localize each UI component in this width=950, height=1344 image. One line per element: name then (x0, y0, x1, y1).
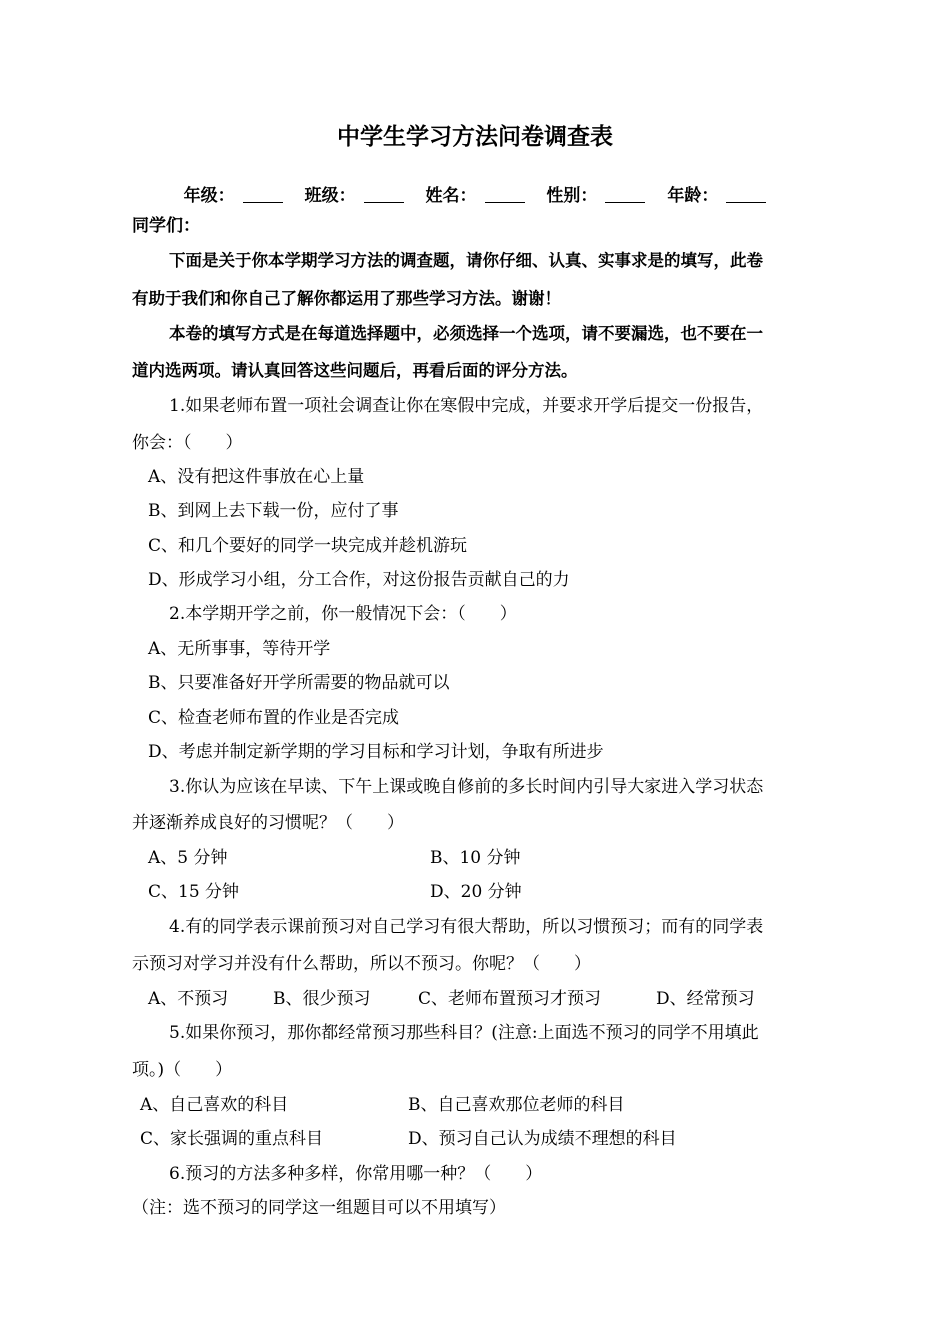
name-label: 姓名： (425, 186, 477, 206)
question-3-option-d[interactable]: D、20 分钟 (430, 882, 522, 902)
question-2-option-c[interactable]: C、检查老师布置的作业是否完成 (148, 708, 400, 728)
question-1-option-a[interactable]: A、没有把这件事放在心上量 (148, 467, 365, 487)
name-field[interactable] (422, 186, 529, 206)
gender-blank[interactable] (605, 186, 645, 203)
question-3-text: 并逐渐养成良好的习惯呢？（ ） (132, 813, 404, 833)
question-3-option-b[interactable]: B、10 分钟 (430, 848, 521, 868)
question-4-text: 4.有的同学表示课前预习对自己学习有很大帮助，所以习惯预习；而有的同学表 (169, 917, 764, 937)
question-1-option-b[interactable]: B、到网上去下载一份，应付了事 (148, 501, 399, 521)
student-info-row (0, 181, 950, 206)
question-6-note: （注：选不预习的同学这一组题目可以不用填写） (132, 1198, 506, 1218)
question-6-text: 6.预习的方法多种多样，你常用哪一种？（ ） (169, 1164, 543, 1184)
age-field[interactable] (663, 186, 770, 206)
grade-blank[interactable] (243, 186, 283, 203)
intro-line: 下面是关于你本学期学习方法的调查题，请你仔细、认真、实事求是的填写，此卷 (169, 251, 763, 270)
question-4-text: 示预习对学习并没有什么帮助，所以不预习。你呢？（ ） (132, 954, 591, 974)
name-blank[interactable] (485, 186, 525, 203)
gender-label: 性别： (546, 186, 598, 206)
question-5-option-a[interactable]: A、自己喜欢的科目 (140, 1095, 289, 1115)
question-1-option-d[interactable]: D、形成学习小组，分工合作，对这份报告贡献自己的力 (148, 570, 570, 590)
intro-line: 道内选两项。请认真回答这些问题后，再看后面的评分方法。 (132, 361, 578, 380)
age-label: 年龄： (667, 186, 719, 206)
intro-line: 有助于我们和你自己了解你都运用了那些学习方法。谢谢！ (132, 289, 561, 308)
question-5-option-b[interactable]: B、自己喜欢那位老师的科目 (408, 1095, 625, 1115)
question-5-option-d[interactable]: D、预习自己认为成绩不理想的科目 (408, 1129, 677, 1149)
question-2-option-b[interactable]: B、只要准备好开学所需要的物品就可以 (148, 673, 450, 693)
question-2-option-a[interactable]: A、无所事事，等待开学 (148, 639, 331, 659)
question-4-option-a[interactable]: A、不预习 (148, 989, 229, 1009)
question-3-option-a[interactable]: A、5 分钟 (148, 848, 228, 868)
class-field[interactable] (301, 186, 408, 206)
grade-field[interactable] (180, 186, 287, 206)
grade-label: 年级： (183, 186, 235, 206)
question-2-option-d[interactable]: D、考虑并制定新学期的学习目标和学习计划，争取有所进步 (148, 742, 604, 762)
question-5-text: 项。)（ ） (132, 1060, 233, 1080)
question-4-option-c[interactable]: C、老师布置预习才预习 (418, 989, 602, 1009)
intro-line: 本卷的填写方式是在每道选择题中，必须选择一个选项，请不要漏选，也不要在一 (169, 324, 763, 343)
question-5-option-c[interactable]: C、家长强调的重点科目 (140, 1129, 324, 1149)
question-3-option-c[interactable]: C、15 分钟 (148, 882, 240, 902)
greeting: 同学们： (132, 216, 200, 236)
question-3-text: 3.你认为应该在早读、下午上课或晚自修前的多长时间内引导大家进入学习状态 (169, 777, 764, 797)
question-5-text: 5.如果你预习，那你都经常预习那些科目？(注意:上面选不预习的同学不用填此 (169, 1023, 759, 1043)
class-blank[interactable] (364, 186, 404, 203)
question-4-option-b[interactable]: B、很少预习 (273, 989, 371, 1009)
gender-field[interactable] (542, 186, 649, 206)
question-1-option-c[interactable]: C、和几个要好的同学一块完成并趁机游玩 (148, 536, 468, 556)
question-4-option-d[interactable]: D、经常预习 (656, 989, 755, 1009)
class-label: 班级： (304, 186, 356, 206)
question-1-text: 1.如果老师布置一项社会调查让你在寒假中完成，并要求开学后提交一份报告， (169, 396, 764, 416)
question-1-text: 你会：（ ） (132, 433, 243, 453)
age-blank[interactable] (726, 186, 766, 203)
page-title: 中学生学习方法问卷调查表 (337, 124, 613, 150)
question-2-text: 2.本学期开学之前，你一般情况下会：（ ） (169, 604, 517, 624)
